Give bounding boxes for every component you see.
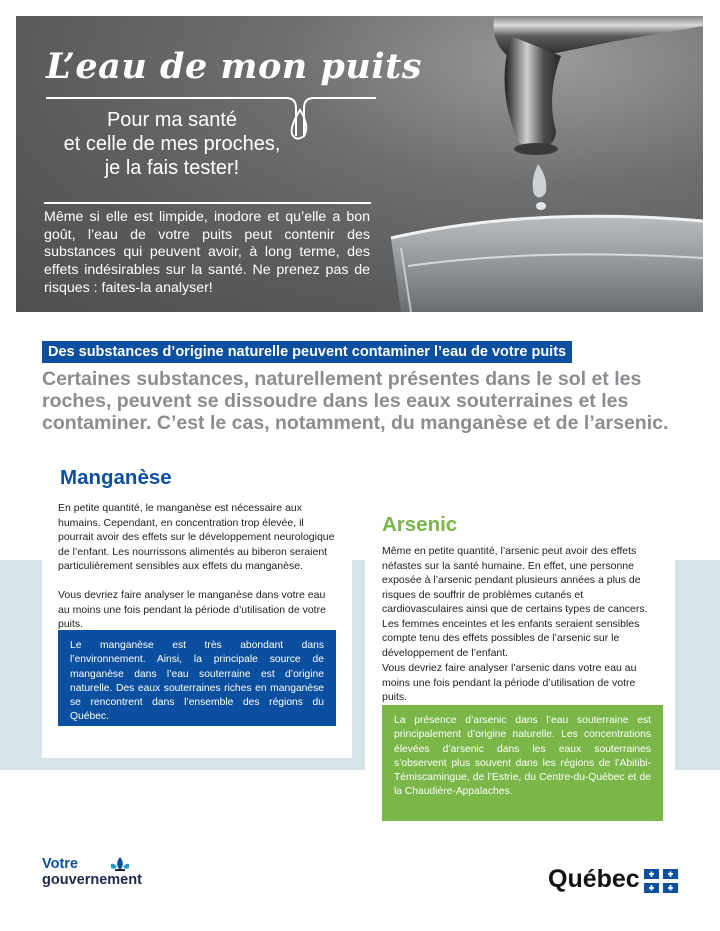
hero-body-text: Même si elle est limpide, inodore et qu’elle a bon goût, l’eau de votre puits peut contenir des substances qui peuvent avoir, à long terme, des effets indésirables sur la santé. Ne prenez pas de risques : faites-la analyser!: [44, 209, 370, 296]
quebec-wordmark: Québec: [548, 865, 640, 893]
arsenic-paragraph-2: Vous devriez faire analyser l’arsenic dans votre eau au moins une fois pendant la période d’utilisation de votre puits.: [382, 662, 637, 703]
arsenic-title: Arsenic: [382, 513, 458, 536]
quebec-flag-icon: [644, 869, 678, 893]
gov-logo-line2: gouvernement: [42, 872, 142, 888]
fleur-de-lis-icon: [105, 856, 135, 874]
arsenic-paragraph-1: Même en petite quantité, l’arsenic peut avoir des effets néfastes sur la santé humaine. En effet, une personne exposée à l’arsenic pendant plusieurs années a plus de risques de souffrir de problèmes cutanés et cardiovasculaires ainsi que de certains types de cancers. Les femmes enceintes et les enfants seraient sensibles compte tenu des effets possibles de l’arsenic sur le développement de l’enfant.: [382, 545, 648, 659]
manganese-callout-text: Le manganèse est très abondant dans l’environnement. Ainsi, la principale source de manganèse dans l’eau souterraine est d’origine naturelle. Des eaux souterraines riches en manganèse se rencontrent dans l’ensemble des régions du Québec.: [70, 640, 324, 723]
section-heading: Des substances d’origine naturelle peuvent contaminer l’eau de votre puits: [42, 341, 572, 363]
hero-banner: [16, 16, 703, 312]
manganese-title: Manganèse: [60, 466, 172, 489]
hero-title: L’eau de mon puits: [46, 46, 423, 87]
manganese-callout: [58, 630, 336, 726]
arsenic-callout: [382, 705, 663, 821]
manganese-paragraph-2: Vous devriez faire analyser le manganèse dans votre eau au moins une fois pendant la période d’utilisation de votre puits.: [58, 589, 326, 630]
hero-subtitle: Pour ma santé et celle de mes proches, je la fais tester!: [63, 109, 281, 179]
manganese-paragraph-1: En petite quantité, le manganèse est nécessaire aux humains. Cependant, en concentration trop élevée, il pourrait avoir des effets sur le développement neurologique de l’enfant. Les nourrissons alimentés au biberon seraient particulièrement sensibles aux effets du manganèse.: [58, 502, 335, 572]
gov-logo-line1: Votre: [42, 856, 78, 872]
quebec-logo: [548, 864, 688, 896]
votre-gouvernement-logo: [42, 856, 172, 898]
arsenic-callout-text: La présence d’arsenic dans l’eau souterraine est principalement d’origine naturelle. Les concentrations élevées d’arsenic dans les eaux souterraines s’observent plus souvent dans les régions de l’Abitibi-Témiscamingue, de l’Estrie, du Centre-du-Québec et de la Chaudière-Appalaches.: [394, 715, 651, 798]
hero-divider: [44, 202, 371, 204]
lead-paragraph: Certaines substances, naturellement présentes dans le sol et les roches, peuvent se dissoudre dans les eaux souterraines et les contaminer. C’est le cas, notamment, du manganèse et de l’arsenic.: [42, 368, 669, 434]
